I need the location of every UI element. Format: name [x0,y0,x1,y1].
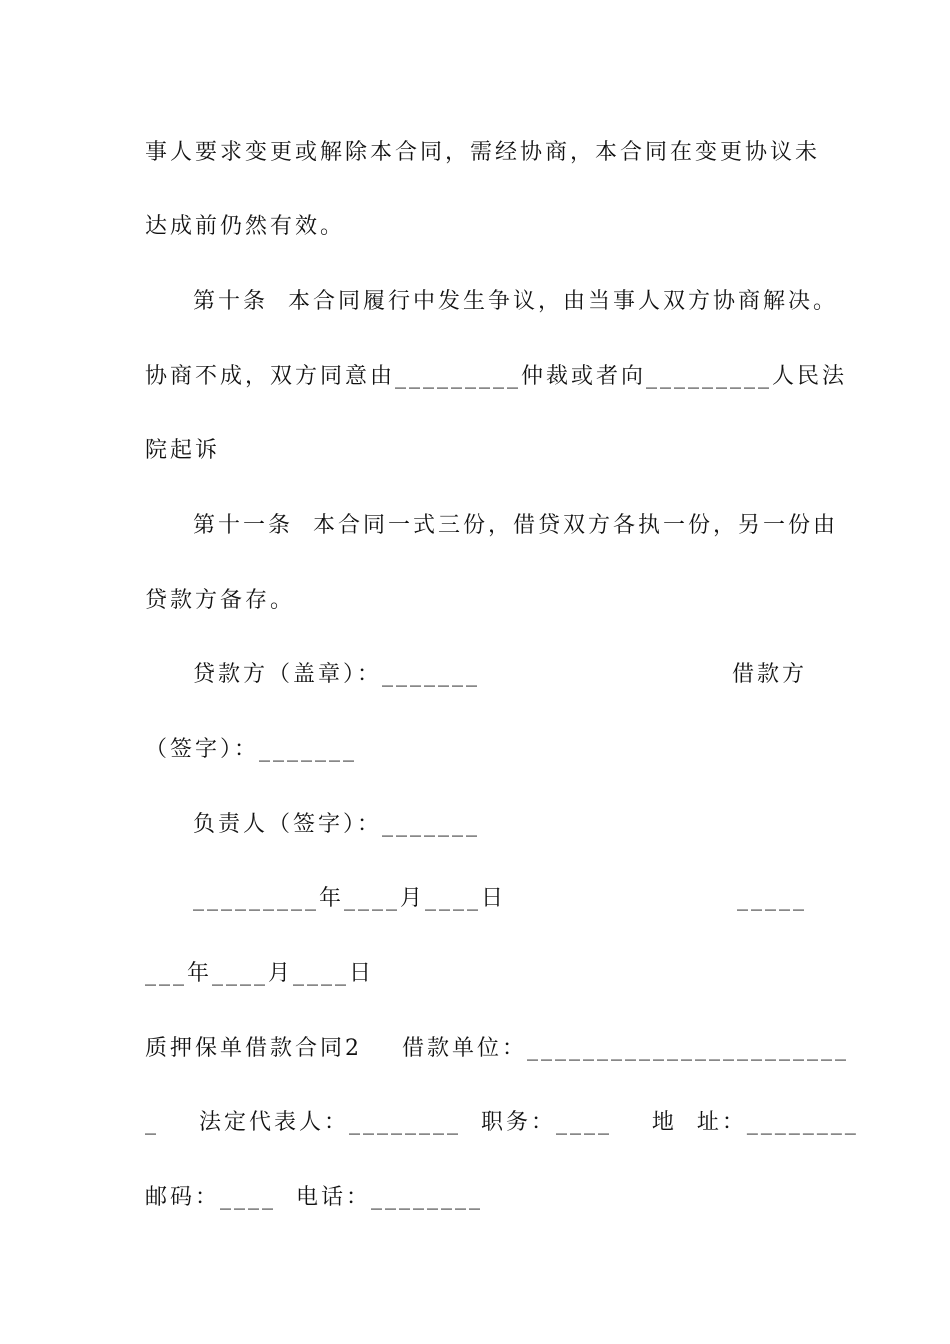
article-ten: 第十条 本合同履行中发生争议，由当事人双方协商解决。 [193,289,838,314]
responsible-person-line: 负责人（签字）：_______ [193,812,481,837]
paragraph-line: 达成前仍然有效。 [145,214,346,239]
lender-date-line: _________年____月____日 [193,886,507,911]
representative-line: _ 法定代表人：________ 职务：____ 地 址：________ [145,1110,859,1135]
lender-seal-line: 贷款方（盖章）：_______ [193,662,481,687]
borrower-date-start: _____ [737,886,807,911]
paragraph-line: 院起诉 [145,438,221,463]
contract-title-line: 质押保单借款合同2 借款单位：_______________________ [145,1036,849,1061]
paragraph-line: 事人要求变更或解除本合同，需经协商，本合同在变更协议未 [145,140,821,165]
borrower-signature-line: （签字）：_______ [145,737,358,762]
article-eleven: 第十一条 本合同一式三份，借贷双方各执一份，另一份由 [193,513,838,538]
contact-line: 邮码：____ 电话：________ [145,1185,483,1210]
borrower-date-line: ___年____月____日 [145,961,375,986]
paragraph-line: 协商不成，双方同意由_________仲裁或者向_________人民法 [145,364,848,389]
paragraph-line: 贷款方备存。 [145,588,296,613]
borrower-label: 借款方 [731,662,807,687]
